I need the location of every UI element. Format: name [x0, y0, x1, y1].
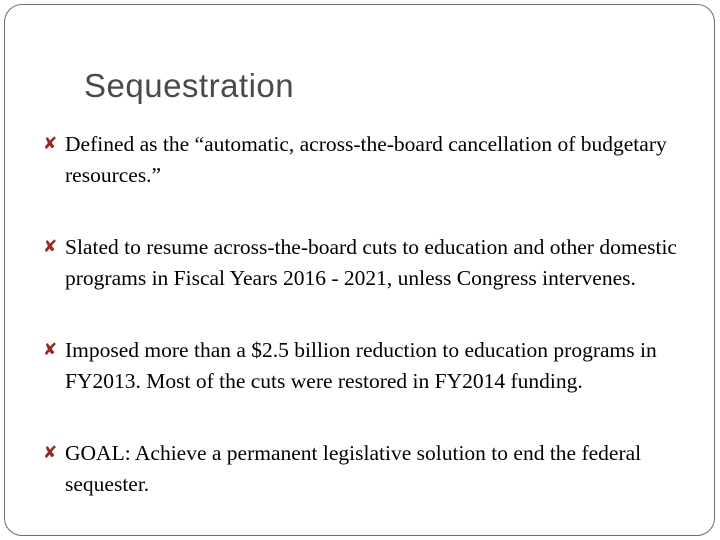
x-mark-icon: ✘ — [43, 443, 58, 463]
bullet-text: Defined as the “automatic, across-the-board cancellation of budgetary resources.” — [65, 132, 667, 187]
bullet-text: Slated to resume across-the-board cuts to education and other domestic programs in Fiscal Years 2016 - 2021, unless Congress intervenes. — [65, 235, 677, 290]
bullet-text: GOAL: Achieve a permanent legislative solution to end the federal sequester. — [65, 441, 642, 496]
slide-frame — [4, 4, 715, 536]
bullet-item-imposed — [41, 335, 701, 397]
x-mark-icon: ✘ — [43, 237, 58, 257]
bullet-list — [41, 129, 701, 500]
bullet-text: Imposed more than a $2.5 billion reduction to education programs in FY2013. Most of the cuts were restored in FY2014 funding. — [65, 338, 657, 393]
x-mark-icon: ✘ — [43, 134, 58, 154]
x-mark-icon: ✘ — [43, 340, 58, 360]
slide-title: Sequestration — [84, 67, 295, 104]
bullet-item-defined — [41, 129, 701, 191]
bullet-item-slated — [41, 232, 701, 294]
bullet-item-goal — [41, 438, 701, 500]
